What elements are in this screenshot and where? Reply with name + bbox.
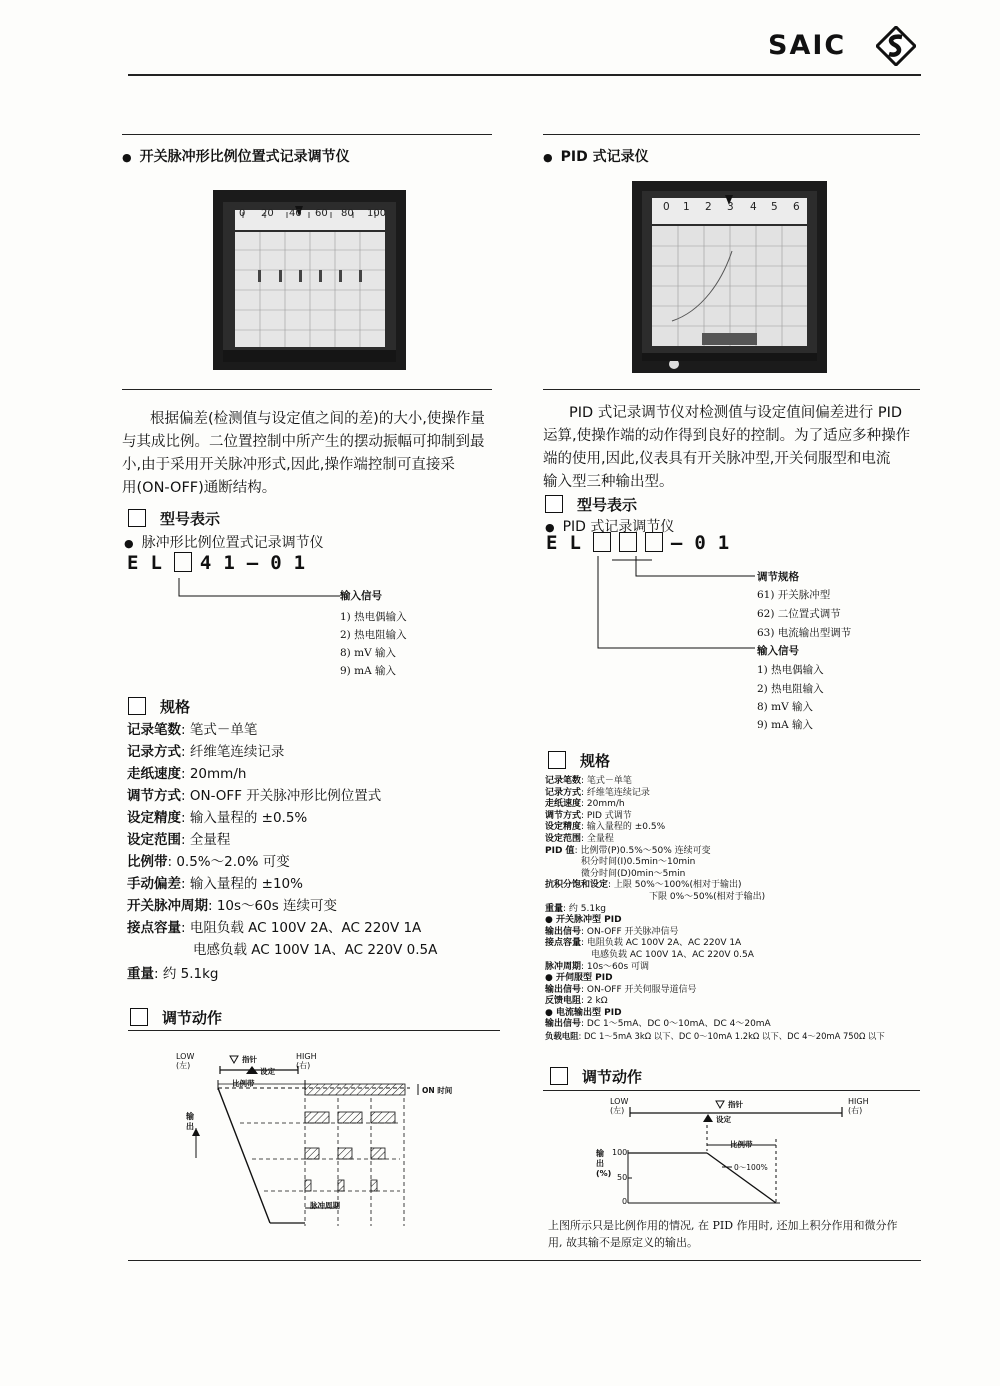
right-spec-list xyxy=(545,776,920,1043)
spec-row: 接点容量: 电阻负载 AC 100V 2A、AC 220V 1A xyxy=(545,938,742,949)
spec-row: PID 值: 比例带(P)0.5%～50% 连续可变 xyxy=(545,845,711,856)
left-input-signal-label: 输入信号 xyxy=(340,590,382,602)
spec-row: 记录笔数: 笔式－单笔 xyxy=(545,776,632,786)
spec-row: 下限 0%～50%(相对于输出) xyxy=(649,891,766,902)
spec-row: 记录方式: 纤维笔连续记录 xyxy=(127,744,285,760)
dial-tick: 6 xyxy=(793,201,800,213)
right-description xyxy=(543,402,923,494)
regulation-option: 62) 二位置式调节 xyxy=(757,608,841,620)
right-photo-rule xyxy=(543,389,920,390)
left-action-heading: 调节动作 xyxy=(130,1007,222,1028)
diagram-pointer-label: 指针 xyxy=(242,1055,257,1064)
right-diagram-setpoint-label: 设定 xyxy=(716,1115,731,1124)
right-diagram-output-label: 输出 (%) xyxy=(596,1149,612,1178)
dial-tick: 0 xyxy=(663,201,670,213)
spec-row: 设定精度: 输入量程的 ±0.5% xyxy=(545,822,666,833)
input-option: 2) 热电阻输入 xyxy=(757,683,824,695)
spec-row: ● 开关脉冲型 PID xyxy=(545,915,622,926)
spec-row: 调节方式: ON-OFF 开关脉冲形比例位置式 xyxy=(127,788,382,804)
y-tick: 0 xyxy=(622,1197,628,1206)
spec-row: 脉冲周期: 10s～60s 可调 xyxy=(545,961,650,972)
right-action-heading: 调节动作 xyxy=(550,1066,642,1087)
dial-tick: 2 xyxy=(705,201,712,213)
checkbox-square-icon xyxy=(545,495,563,513)
regulation-option: 61) 开关脉冲型 xyxy=(757,589,831,601)
desc-line: 与其成比例。二位置控制中所产生的摆动振幅可抑制到最 xyxy=(122,434,485,450)
diagram-band-label: 比例带 xyxy=(232,1079,255,1088)
model-placeholder-box xyxy=(174,552,192,572)
diagram-period-label: 脉冲周期 xyxy=(310,1201,340,1210)
right-model-code: EL —01 xyxy=(546,532,742,554)
right-action-rule xyxy=(543,1090,920,1091)
right-spec-heading: 规格 xyxy=(548,750,610,771)
dial-tick: 80 xyxy=(341,208,354,219)
dial-tick: 100 xyxy=(367,208,387,219)
right-input-signal-label: 输入信号 xyxy=(757,645,799,657)
spec-row: 负载电阻: DC 1～5mA 3kΩ 以下、DC 0～10mA 1.2kΩ 以下、DC 4～20mA 750Ω 以下 xyxy=(545,1031,885,1042)
dial-tick: 40 xyxy=(289,208,302,219)
footer-rule xyxy=(128,1260,921,1261)
right-model-leader-lines xyxy=(590,556,760,656)
spec-row: 设定范围: 全量程 xyxy=(127,832,231,848)
input-option: 1) 热电偶输入 xyxy=(340,611,407,623)
dial-tick: 4 xyxy=(750,201,757,213)
spec-row: 重量: 约 5.1kg xyxy=(545,903,607,914)
checkbox-square-icon xyxy=(128,697,146,715)
spec-row: 走纸速度: 20mm/h xyxy=(545,799,625,810)
header-rule xyxy=(128,74,921,76)
spec-row: 记录笔数: 笔式－单笔 xyxy=(127,722,258,738)
spec-row: 设定精度: 输入量程的 ±0.5% xyxy=(127,810,308,826)
desc-line: PID 式记录调节仪对检测值与设定值间偏差进行 PID xyxy=(569,405,903,421)
diagram-low-label: LOW (左) xyxy=(176,1052,195,1070)
input-option: 2) 热电阻输入 xyxy=(340,629,407,641)
spec-row: 输出信号: ON-OFF 开关伺服导道信号 xyxy=(545,984,697,995)
y-tick: 100 xyxy=(612,1148,628,1157)
dial-tick: 0 xyxy=(239,208,246,219)
dial-tick: 5 xyxy=(771,201,778,213)
right-caption xyxy=(548,1217,928,1251)
left-model-subtitle: ● 脉冲形比例位置式记录调节仪 xyxy=(124,532,324,552)
desc-line: 输入型三种输出型。 xyxy=(543,474,674,490)
desc-line: 根据偏差(检测值与设定值之间的差)的大小,使操作量 xyxy=(150,411,485,427)
right-diagram-range-label: 0～100% xyxy=(734,1163,768,1172)
spec-row: 抗积分饱和设定: 上限 50%～100%(相对于输出) xyxy=(545,880,742,891)
caption-line: 上图所示只是比例作用的情况, 在 PID 作用时, 还加上积分作用和微分作 xyxy=(548,1219,898,1232)
spec-row: 输出信号: ON-OFF 开关脉冲信号 xyxy=(545,926,679,937)
input-option: 1) 热电偶输入 xyxy=(757,664,824,676)
desc-line: 运算,使操作端的动作得到良好的控制。为了适应多种操作 xyxy=(543,428,911,444)
regulation-option: 63) 电流输出型调节 xyxy=(757,627,852,639)
spec-row: 设定范围: 全量程 xyxy=(545,833,614,844)
spec-row: 微分时间(D)0min～5min xyxy=(581,868,686,879)
dial-tick: 60 xyxy=(315,208,328,219)
brand-name: SAIC xyxy=(768,30,847,61)
desc-line: 用(ON-OFF)通断结构。 xyxy=(122,480,277,496)
spec-row: 走纸速度: 20mm/h xyxy=(127,766,247,782)
desc-line: 端的使用,因此,仪表具有开关脉冲型,开关伺服型和电流 xyxy=(543,451,891,467)
spec-row: 反馈电阻: 2 kΩ xyxy=(545,996,608,1007)
dial-tick: 1 xyxy=(683,201,690,213)
right-model-heading: 型号表示 xyxy=(545,494,637,515)
left-description xyxy=(122,408,502,500)
checkbox-square-icon xyxy=(128,509,146,527)
dial-tick: 3 xyxy=(727,201,734,213)
caption-line: 用, 故其输不是原定义的输出。 xyxy=(548,1236,698,1249)
saic-logo xyxy=(768,26,928,66)
right-top-rule xyxy=(543,134,920,135)
left-action-rule xyxy=(128,1030,500,1031)
input-option: 9) mA 输入 xyxy=(340,665,396,677)
right-diagram-high-label: HIGH (右) xyxy=(848,1097,869,1115)
diagram-high-label: HIGH (右) xyxy=(296,1052,317,1070)
model-placeholder-box xyxy=(619,532,637,552)
model-placeholder-box xyxy=(645,532,663,552)
spec-row: ● 电流输出型 PID xyxy=(545,1007,622,1018)
desc-line: 小,由于采用开关脉冲形式,因此,操作端控制可直接采 xyxy=(122,457,455,473)
spec-row: 调节方式: PID 式调节 xyxy=(545,810,632,821)
spec-row: 输出信号: DC 1～5mA、DC 0～10mA、DC 4～20mA xyxy=(545,1019,771,1030)
left-photo-rule xyxy=(122,389,492,390)
spec-row: 手动偏差: 输入量程的 ±10% xyxy=(127,876,303,892)
checkbox-square-icon xyxy=(550,1067,568,1085)
left-model-leader-line xyxy=(175,578,345,600)
spec-row: 比例带: 0.5%～2.0% 可变 xyxy=(127,854,290,870)
left-title: ● 开关脉冲形比例位置式记录调节仪 xyxy=(122,146,350,166)
left-spec-list xyxy=(127,719,507,985)
spec-row: 记录方式: 纤维笔连续记录 xyxy=(545,787,650,798)
y-tick: 50 xyxy=(617,1173,628,1182)
dial-tick: 20 xyxy=(261,208,274,219)
spec-row: 电感负载 AC 100V 1A、AC 220V 0.5A xyxy=(591,949,754,960)
spec-row: 开关脉冲周期: 10s～60s 连续可变 xyxy=(127,898,338,914)
model-placeholder-box xyxy=(593,532,611,552)
diagram-output-label: 输出 xyxy=(186,1112,194,1131)
left-model-heading: 型号表示 xyxy=(128,508,220,529)
saic-emblem-icon xyxy=(876,26,916,66)
spec-row: 积分时间(I)0.5min～10min xyxy=(581,857,696,868)
spec-row: 电感负载 AC 100V 1A、AC 220V 0.5A xyxy=(193,942,438,958)
spec-row: ● 开伺服型 PID xyxy=(545,973,613,984)
right-diagram-low-label: LOW (左) xyxy=(610,1097,629,1115)
right-model-subtitle: ● PID 式记录调节仪 xyxy=(545,516,674,536)
checkbox-square-icon xyxy=(548,751,566,769)
diagram-setpoint-label: 设定 xyxy=(260,1067,275,1076)
right-regulation-label: 调节规格 xyxy=(757,571,799,583)
input-option: 8) mV 输入 xyxy=(757,701,813,713)
left-spec-heading: 规格 xyxy=(128,696,190,717)
right-diagram-pointer-label: 指针 xyxy=(728,1100,743,1109)
input-option: 9) mA 输入 xyxy=(757,719,813,731)
spec-row: 重量: 约 5.1kg xyxy=(127,966,219,982)
diagram-on-time-label: ON 时间 xyxy=(422,1086,453,1095)
checkbox-square-icon xyxy=(130,1008,148,1026)
spec-row: 接点容量: 电阻负载 AC 100V 2A、AC 220V 1A xyxy=(127,920,422,936)
input-option: 8) mV 输入 xyxy=(340,647,396,659)
left-model-code: EL 41—01 xyxy=(127,552,318,574)
right-diagram-band-label: 比例带 xyxy=(730,1140,753,1149)
right-title: ● PID 式记录仪 xyxy=(543,146,649,166)
left-top-rule xyxy=(122,134,492,135)
